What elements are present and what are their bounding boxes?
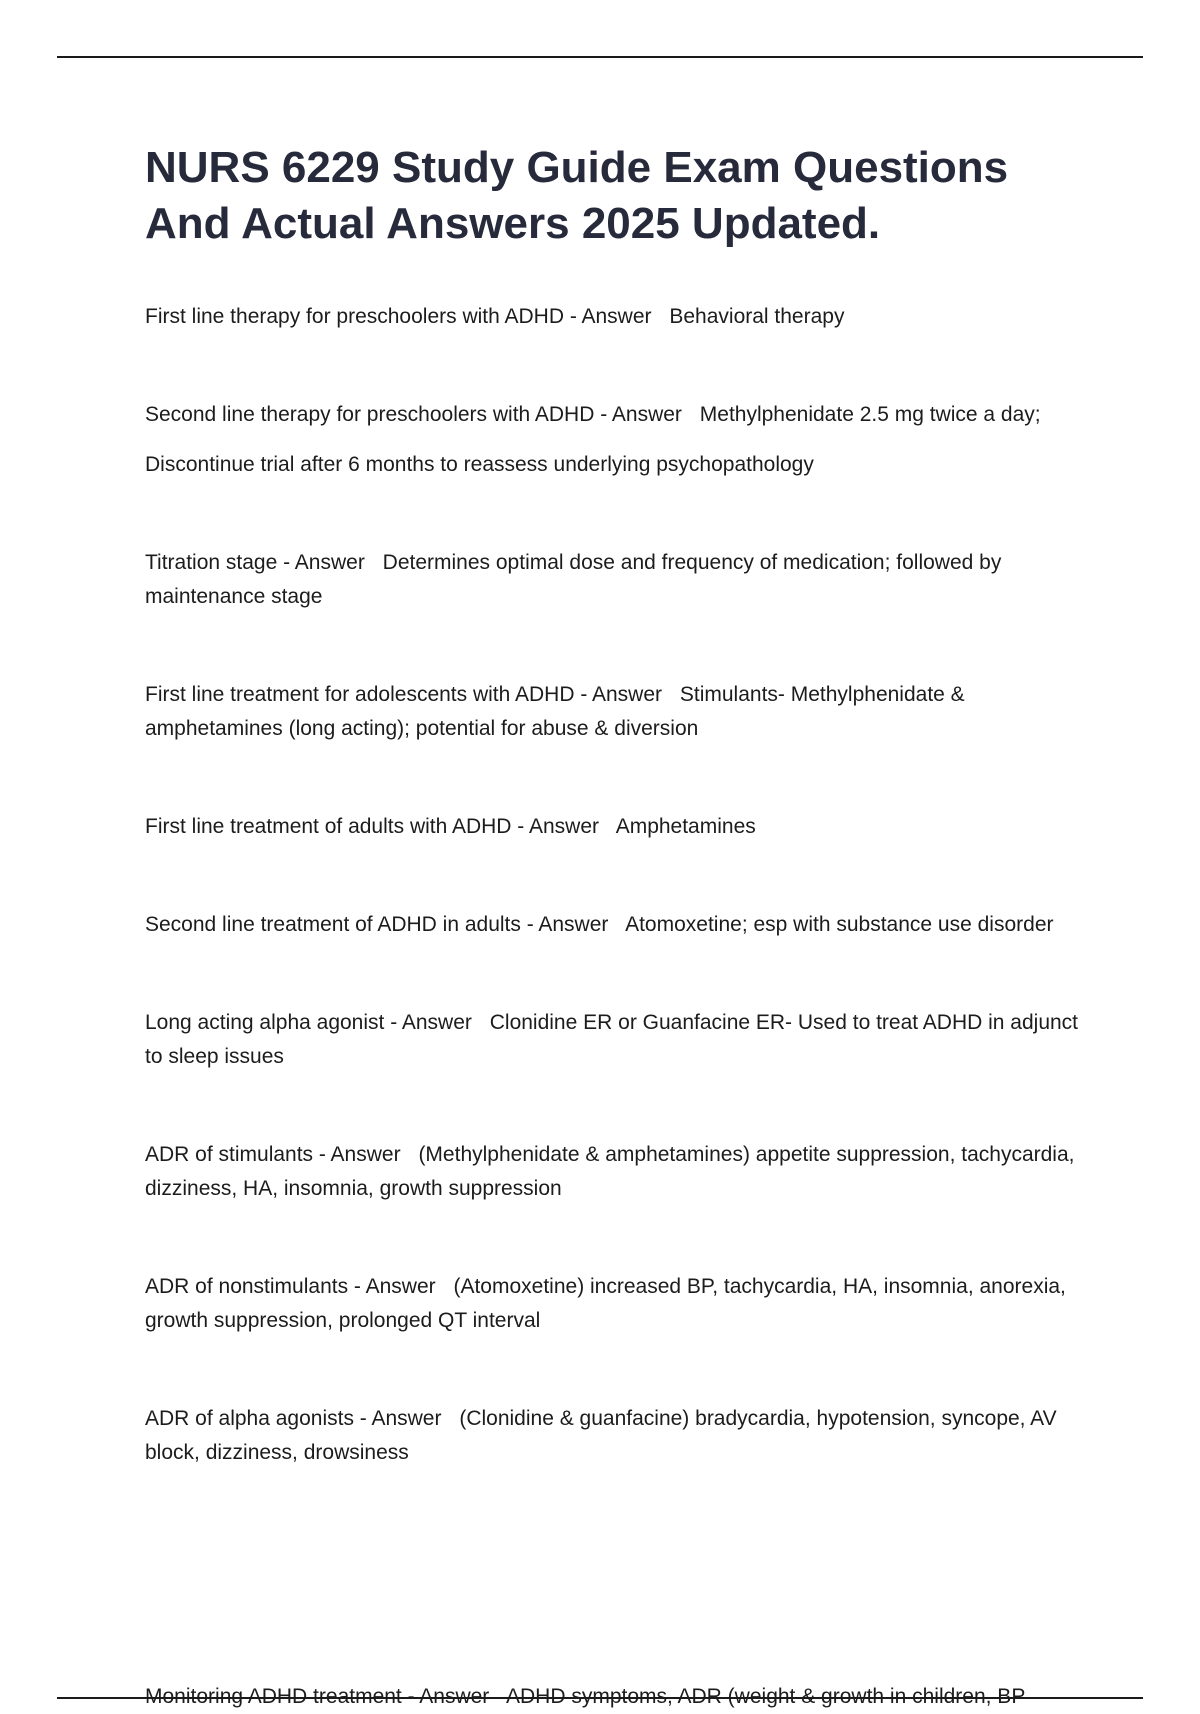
document-body [145,140,1085,1708]
answer-text: (Methylphenidate & amphetamines) appetite suppression, tachycardia, dizziness, HA, insomnia, growth suppression [145,1143,1075,1200]
answer-text: Stimulants- Methylphenidate & amphetamines (long acting); potential for abuse & diversion [145,683,965,740]
qa-item [145,908,1085,942]
bottom-divider [57,1697,1143,1699]
answer-text: Amphetamines [615,815,756,838]
qa-item [145,678,1085,746]
question-text: ADR of alpha agonists - Answer [145,1407,442,1430]
answer-text: Methylphenidate 2.5 mg twice a day; [699,403,1041,426]
answer-text: (Atomoxetine) increased BP, tachycardia, HA, insomnia, anorexia, growth suppression, prolonged QT interval [145,1275,1066,1332]
question-text: Titration stage - Answer [145,551,365,574]
answer-text: (Clonidine & guanfacine) bradycardia, hypotension, syncope, AV block, dizziness, drowsiness [145,1407,1057,1464]
question-text: First line treatment for adolescents with ADHD - Answer [145,683,663,706]
qa-item [145,810,1085,844]
qa-item [145,300,1085,334]
qa-item [145,1270,1085,1338]
question-text: Second line therapy for preschoolers with ADHD - Answer [145,403,682,426]
question-text: First line therapy for preschoolers with ADHD - Answer [145,305,652,328]
answer-text: Determines optimal dose and frequency of medication; followed by maintenance stage [145,551,1002,608]
question-text: Monitoring ADHD treatment - Answer [145,1685,490,1708]
question-text: ADR of nonstimulants - Answer [145,1275,436,1298]
document-title: NURS 6229 Study Guide Exam Questions And Actual Answers 2025 Updated. [145,143,1009,248]
answer-extra-text: Discontinue trial after 6 months to reassess underlying psychopathology [145,453,814,476]
qa-list [145,300,1085,1708]
top-divider [57,56,1143,58]
answer-text: ADHD symptoms, ADR (weight & growth in children, BP [505,1685,1026,1708]
qa-item [145,1138,1085,1206]
answer-text: Atomoxetine; esp with substance use disorder [625,913,1054,936]
answer-text: Behavioral therapy [669,305,845,328]
qa-item [145,1006,1085,1074]
answer-text: Clonidine ER or Guanfacine ER- Used to treat ADHD in adjunct to sleep issues [145,1011,1079,1068]
qa-item [145,546,1085,614]
question-text: ADR of stimulants - Answer [145,1143,401,1166]
question-text: Second line treatment of ADHD in adults - Answer [145,913,609,936]
qa-item [145,1402,1085,1470]
question-text: First line treatment of adults with ADHD - Answer [145,815,599,838]
question-text: Long acting alpha agonist - Answer [145,1011,472,1034]
qa-item [145,398,1085,482]
